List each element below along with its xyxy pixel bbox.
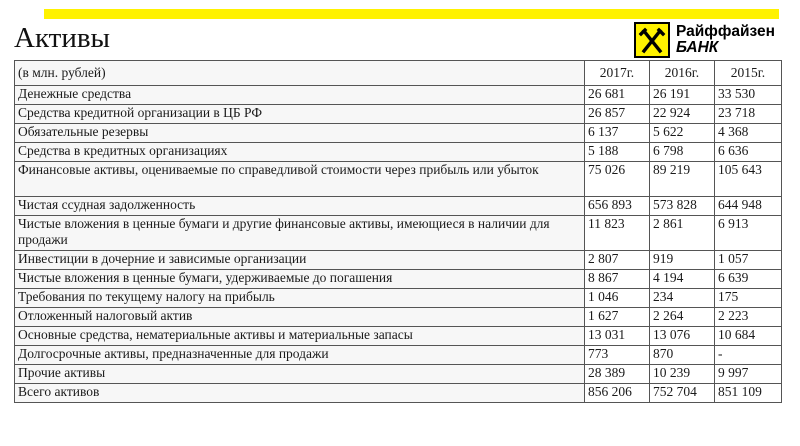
row-label-cell: Чистые вложения в ценные бумаги, удерживаемые до погашения xyxy=(15,270,585,289)
header-year-cell: 2016г. xyxy=(650,61,715,86)
value-cell: 6 639 xyxy=(715,270,782,289)
table-row xyxy=(15,289,782,308)
value-cell: 8 867 xyxy=(585,270,650,289)
table-row xyxy=(15,124,782,143)
value-cell: 10 684 xyxy=(715,327,782,346)
value-cell: 175 xyxy=(715,289,782,308)
table-row xyxy=(15,346,782,365)
value-cell: 33 530 xyxy=(715,86,782,105)
row-label-cell: Чистая ссудная задолженность xyxy=(15,197,585,216)
header-year-cell: 2015г. xyxy=(715,61,782,86)
page-title: Активы xyxy=(14,22,111,54)
logo-wordmark xyxy=(676,24,775,56)
row-label-cell: Долгосрочные активы, предназначенные для продажи xyxy=(15,346,585,365)
value-cell: 644 948 xyxy=(715,197,782,216)
value-cell: 851 109 xyxy=(715,384,782,403)
value-cell: 856 206 xyxy=(585,384,650,403)
value-cell: 13 031 xyxy=(585,327,650,346)
value-cell: 573 828 xyxy=(650,197,715,216)
value-cell: 234 xyxy=(650,289,715,308)
row-label-cell: Всего активов xyxy=(15,384,585,403)
row-label-cell: Финансовые активы, оцениваемые по справедливой стоимости через прибыль или убыток xyxy=(15,162,585,197)
value-cell: 919 xyxy=(650,251,715,270)
row-label-cell: Чистые вложения в ценные бумаги и другие финансовые активы, имеющиеся в наличии для продажи xyxy=(15,216,585,251)
row-label-cell: Средства кредитной организации в ЦБ РФ xyxy=(15,105,585,124)
value-cell: 6 798 xyxy=(650,143,715,162)
value-cell: 22 924 xyxy=(650,105,715,124)
header-units-cell: (в млн. рублей) xyxy=(15,61,585,86)
table-row xyxy=(15,86,782,105)
value-cell: 23 718 xyxy=(715,105,782,124)
value-cell: 13 076 xyxy=(650,327,715,346)
logo-line-1: Райффайзен xyxy=(676,23,776,40)
table-row xyxy=(15,251,782,270)
value-cell: 11 823 xyxy=(585,216,650,251)
row-label-cell: Отложенный налоговый актив xyxy=(15,308,585,327)
value-cell: 4 194 xyxy=(650,270,715,289)
table-row xyxy=(15,197,782,216)
row-label-cell: Основные средства, нематериальные активы и материальные запасы xyxy=(15,327,585,346)
value-cell: 28 389 xyxy=(585,365,650,384)
value-cell: 105 643 xyxy=(715,162,782,197)
value-cell: 2 264 xyxy=(650,308,715,327)
row-label-cell: Средства в кредитных организациях xyxy=(15,143,585,162)
value-cell: 752 704 xyxy=(650,384,715,403)
table-row xyxy=(15,216,782,251)
value-cell: 2 861 xyxy=(650,216,715,251)
row-label-cell: Прочие активы xyxy=(15,365,585,384)
table-header-row xyxy=(15,61,782,86)
value-cell: 1 627 xyxy=(585,308,650,327)
value-cell: 6 137 xyxy=(585,124,650,143)
table-row xyxy=(15,365,782,384)
table-row xyxy=(15,105,782,124)
table-total-row xyxy=(15,384,782,403)
value-cell: 1 046 xyxy=(585,289,650,308)
value-cell: 870 xyxy=(650,346,715,365)
value-cell: 26 191 xyxy=(650,86,715,105)
row-label-cell: Требования по текущему налогу на прибыль xyxy=(15,289,585,308)
row-label-cell: Денежные средства xyxy=(15,86,585,105)
value-cell: 89 219 xyxy=(650,162,715,197)
table-row xyxy=(15,308,782,327)
table-row xyxy=(15,270,782,289)
bank-logo xyxy=(634,20,775,60)
table-row xyxy=(15,143,782,162)
value-cell: 2 223 xyxy=(715,308,782,327)
value-cell: 9 997 xyxy=(715,365,782,384)
row-label-cell: Инвестиции в дочерние и зависимые организации xyxy=(15,251,585,270)
logo-line-2: БАНК xyxy=(676,39,719,56)
value-cell: 6 636 xyxy=(715,143,782,162)
value-cell: 2 807 xyxy=(585,251,650,270)
value-cell: 75 026 xyxy=(585,162,650,197)
value-cell: 773 xyxy=(585,346,650,365)
value-cell: 4 368 xyxy=(715,124,782,143)
value-cell: 5 622 xyxy=(650,124,715,143)
row-label-cell: Обязательные резервы xyxy=(15,124,585,143)
value-cell: 6 913 xyxy=(715,216,782,251)
table-row xyxy=(15,162,782,197)
value-cell: 1 057 xyxy=(715,251,782,270)
value-cell: 5 188 xyxy=(585,143,650,162)
header-year-cell: 2017г. xyxy=(585,61,650,86)
table-row xyxy=(15,327,782,346)
value-cell: 26 681 xyxy=(585,86,650,105)
raiffeisen-crossed-gables-icon xyxy=(634,22,670,58)
value-cell: 10 239 xyxy=(650,365,715,384)
value-cell: 26 857 xyxy=(585,105,650,124)
assets-table xyxy=(14,60,782,403)
value-cell: 656 893 xyxy=(585,197,650,216)
value-cell: - xyxy=(715,346,782,365)
accent-bar xyxy=(44,9,779,19)
